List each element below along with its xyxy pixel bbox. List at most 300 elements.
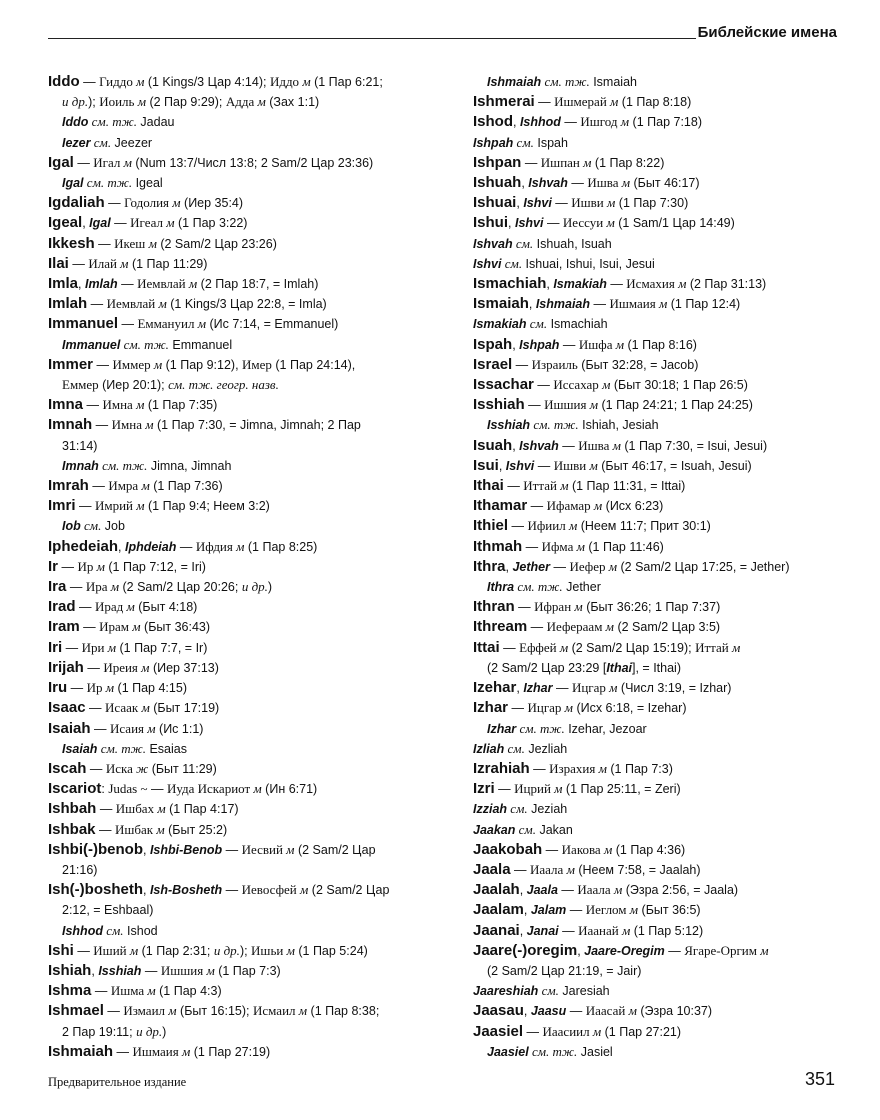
- entry-text: (Иер 37:13): [149, 660, 219, 675]
- entry-text: (1 Пар 4:17): [165, 802, 239, 817]
- cross-reference: [48, 133, 443, 153]
- entry-text: (Быт 32:28, = Jacob): [577, 357, 699, 372]
- grammar-mark: м: [166, 215, 175, 231]
- entry-continuation: [48, 92, 443, 112]
- italic-term: Izhar: [487, 721, 517, 736]
- dictionary-entry: [48, 658, 443, 678]
- entry-text: —: [73, 155, 94, 170]
- entry-text: (Иер 20:1);: [98, 378, 169, 393]
- grammar-mark: см. тж.: [83, 175, 133, 191]
- entry-continuation: [48, 436, 443, 456]
- entry-text: —: [92, 418, 112, 433]
- russian-name: Иемвлай: [106, 296, 159, 312]
- entry-text: (Зах 1:1): [265, 95, 320, 110]
- entry-text: (1 Пар 2:31;: [138, 943, 214, 958]
- grammar-mark: см.: [512, 235, 534, 251]
- entry-text: (1 Пар 5:24): [294, 943, 368, 958]
- entry-text: (2 Sam/2 Цар 3:5): [613, 620, 721, 635]
- entry-text: —: [551, 196, 572, 211]
- russian-name: Иефераам: [546, 619, 606, 635]
- russian-name: Имна: [102, 397, 137, 413]
- italic-term: Ishvi: [505, 458, 535, 473]
- headword: Imla: [48, 275, 79, 293]
- entry-text: —: [560, 115, 581, 130]
- entry-text: (2 Пар 31:13): [686, 277, 767, 292]
- dictionary-entry: [473, 921, 843, 941]
- entry-text: (Неем 7:58, = Jaalah): [574, 862, 701, 877]
- grammar-mark: м: [147, 983, 156, 999]
- entry-text: (Быт 36:5): [638, 903, 701, 918]
- entry-text: ,: [508, 216, 515, 231]
- italic-term: Izhar: [523, 681, 553, 696]
- russian-name: Ишви: [553, 457, 590, 473]
- entry-text: ,: [512, 438, 520, 453]
- russian-name: Имна: [111, 417, 146, 433]
- entry-text: (1 Пар 7:30): [615, 196, 689, 211]
- grammar-mark: ж: [136, 760, 149, 776]
- russian-name: Ири: [81, 639, 108, 655]
- cross-reference: [473, 133, 843, 153]
- italic-term: Ishbi-Benob: [149, 842, 223, 857]
- entry-text: —: [66, 580, 86, 595]
- entry-text: —: [83, 660, 104, 675]
- dictionary-entry: [48, 880, 443, 900]
- grammar-mark: см. тж.: [97, 740, 146, 756]
- entry-text: —: [58, 559, 78, 574]
- russian-name: Ифамар: [546, 498, 594, 514]
- grammar-mark: м: [731, 639, 741, 655]
- grammar-mark: м: [145, 417, 154, 433]
- dictionary-entry: [48, 294, 443, 314]
- headword: Ira: [48, 578, 67, 596]
- dictionary-entry: [473, 375, 843, 395]
- grammar-mark: м: [168, 1003, 177, 1019]
- entry-text: ,: [498, 458, 506, 473]
- cross-reference: [48, 456, 443, 476]
- entry-text: —: [499, 640, 520, 655]
- russian-name: Иемвлай: [137, 276, 189, 292]
- russian-name: Judas ~: [108, 781, 148, 797]
- italic-term: Jaasu: [530, 1004, 567, 1019]
- entry-text: —: [176, 539, 196, 554]
- entry-text: —: [118, 317, 138, 332]
- entry-text: ): [267, 580, 273, 595]
- dictionary-entry: [473, 840, 843, 860]
- entry-text: 2 Пар 19:11;: [62, 1024, 137, 1039]
- entry-text: —: [522, 539, 542, 554]
- entry-text: (2 Sam/2 Цар 15:19);: [568, 640, 696, 655]
- grammar-mark: и др.: [136, 1023, 163, 1039]
- russian-name: Иска: [105, 760, 137, 776]
- entry-text: —: [91, 984, 111, 999]
- dictionary-entry: [48, 799, 443, 819]
- dictionary-entry: [473, 941, 843, 961]
- grammar-mark: м: [141, 478, 150, 494]
- entry-text: (1 Пар 7:3): [606, 761, 673, 776]
- italic-term: Igal: [89, 216, 111, 231]
- entry-text: (Быт 46:17): [630, 176, 700, 191]
- entry-text: (1 Пар 8:25): [244, 539, 318, 554]
- headword: Isui: [473, 456, 499, 474]
- dictionary-entry: [48, 779, 443, 799]
- entry-text: (1 Пар 7:30, = Isui, Jesui): [620, 438, 768, 453]
- russian-name: Иаасиил: [542, 1023, 593, 1039]
- grammar-mark: м: [760, 942, 769, 958]
- entry-text: —: [521, 155, 541, 170]
- russian-name: Исмаил: [253, 1003, 299, 1019]
- grammar-mark: м: [148, 235, 157, 251]
- headword: Izri: [473, 780, 495, 798]
- dictionary-entry: [48, 577, 443, 597]
- dictionary-entry: [48, 314, 443, 334]
- headword: Jaasau: [473, 1002, 524, 1020]
- cross-reference: [473, 820, 843, 840]
- grammar-mark: м: [605, 619, 614, 635]
- grammar-mark: м: [583, 154, 592, 170]
- russian-name: Имер: [242, 356, 272, 372]
- entry-text: (Иер 35:4): [180, 196, 244, 211]
- russian-name: Иаала: [577, 882, 614, 898]
- dictionary-entry: [473, 880, 843, 900]
- headword: Jaanai: [473, 921, 520, 939]
- entry-text: —: [550, 559, 570, 574]
- entry-text: (1 Пар 9:12),: [162, 357, 243, 372]
- grammar-mark: м: [610, 94, 619, 110]
- entry-text: (1 Пар 7:12, = Iri): [104, 559, 206, 574]
- entry-text: (Эзра 2:56, = Jaala): [622, 883, 739, 898]
- entry-text: (2 Sam/2 Цар 21:19, = Jair): [487, 963, 642, 978]
- russian-name: Ишшия: [160, 962, 207, 978]
- dictionary-entry: [473, 678, 843, 698]
- headword: Ishmael: [48, 1002, 104, 1020]
- headword: Imna: [48, 396, 84, 414]
- dictionary-entry: [473, 112, 843, 132]
- entry-text: (Быт 36:26; 1 Пар 7:37): [582, 600, 721, 615]
- running-header-title: Библейские имена: [697, 24, 837, 41]
- cross-reference: [473, 577, 843, 597]
- dictionary-entry: [48, 537, 443, 557]
- russian-name: Иттай: [523, 478, 561, 494]
- russian-name: Иддо: [269, 74, 303, 89]
- entry-text: —: [222, 883, 242, 898]
- entry-text: (1 Пар 7:18): [629, 115, 702, 130]
- russian-name: Иммер: [112, 356, 154, 372]
- italic-term: Jether: [512, 559, 550, 574]
- grammar-mark: м: [612, 437, 621, 453]
- grammar-mark: м: [107, 639, 117, 655]
- entry-text: (Быт 25:2): [164, 822, 228, 837]
- italic-term: Ishhod: [519, 115, 561, 130]
- headword: Immanuel: [48, 315, 119, 333]
- dictionary-entry: [48, 274, 443, 294]
- grammar-mark: м: [613, 882, 623, 898]
- entry-text: (1 Пар 8:22): [591, 155, 665, 170]
- entry-text: Jakan: [535, 822, 573, 837]
- entry-continuation: [473, 658, 843, 678]
- entry-text: (1 Пар 5:12): [630, 923, 704, 938]
- grammar-mark: см. тж. геогр. назв.: [168, 377, 279, 393]
- dictionary-entry: [473, 274, 843, 294]
- entry-text: );: [88, 95, 100, 110]
- russian-name: Израхия: [549, 760, 599, 776]
- russian-name: Ишви: [571, 195, 608, 211]
- italic-term: Imnah: [62, 458, 99, 473]
- grammar-mark: м: [615, 336, 625, 352]
- entry-text: —: [552, 681, 572, 696]
- entry-text: —: [529, 761, 550, 776]
- headword: Igdaliah: [48, 194, 105, 212]
- dictionary-entry: [473, 153, 843, 173]
- entry-text: Jeziah: [527, 802, 568, 817]
- entry-text: Ispah: [533, 135, 568, 150]
- entry-text: —: [88, 479, 109, 494]
- italic-term: Ishvah: [528, 176, 568, 191]
- headword: Imlah: [48, 295, 88, 313]
- entry-text: Ishuah, Isuah: [533, 236, 612, 251]
- entry-continuation: [48, 860, 443, 880]
- cross-reference: [473, 72, 843, 92]
- entry-text: (Быт 46:17, = Isuah, Jesui): [597, 458, 752, 473]
- grammar-mark: м: [153, 356, 163, 372]
- grammar-mark: м: [141, 700, 150, 716]
- entry-text: 2:12, = Eshbaal): [62, 903, 154, 918]
- headword: Ishbak: [48, 820, 96, 838]
- headword: Iri: [48, 638, 63, 656]
- russian-name: Ишьи: [251, 942, 287, 958]
- entry-text: —: [87, 297, 107, 312]
- header-rule: [48, 38, 696, 39]
- entry-text: (1 Пар 7:35): [144, 398, 218, 413]
- dictionary-entry: [473, 476, 843, 496]
- entry-text: (1 Пар 4:15): [114, 681, 187, 696]
- headword: Ir: [48, 557, 59, 575]
- grammar-mark: м: [302, 74, 311, 89]
- headword: Ilai: [48, 254, 69, 272]
- entry-text: —: [90, 721, 110, 736]
- entry-text: (1 Kings/3 Цар 4:14);: [144, 75, 270, 89]
- entry-text: —: [527, 499, 547, 514]
- entry-text: Esaias: [145, 741, 187, 756]
- headword: Ishmerai: [473, 93, 535, 111]
- dictionary-entry: [473, 779, 843, 799]
- headword: Ikkesh: [48, 234, 95, 252]
- dictionary-entry: [473, 1001, 843, 1021]
- grammar-mark: м: [621, 922, 631, 938]
- italic-term: Ithai: [606, 660, 633, 675]
- russian-name: Ишгод: [580, 114, 621, 130]
- russian-name: Исаак: [105, 700, 142, 716]
- italic-term: Ishhod: [62, 923, 103, 938]
- russian-name: Измаил: [123, 1003, 169, 1019]
- entry-text: —: [79, 75, 100, 89]
- italic-term: Immanuel: [62, 337, 121, 352]
- entry-continuation: [48, 1022, 443, 1042]
- dictionary-entry: [48, 254, 443, 274]
- entry-text: —: [514, 600, 535, 615]
- italic-term: Izziah: [473, 802, 508, 817]
- entry-text: (1 Пар 11:31, = Ittai): [568, 479, 686, 494]
- headword: Imnah: [48, 416, 93, 434]
- italic-term: Iddo: [62, 115, 89, 130]
- entry-text: —: [559, 337, 579, 352]
- russian-name: Иоиль: [99, 94, 138, 110]
- dictionary-entry: [48, 820, 443, 840]
- entry-text: ,: [513, 115, 520, 130]
- entry-text: Izehar, Jezoar: [564, 721, 647, 736]
- dictionary-entry: [473, 617, 843, 637]
- dictionary-entry: [48, 719, 443, 739]
- entry-text: (Быт 17:19): [149, 701, 220, 716]
- italic-term: Iphdeiah: [124, 539, 177, 554]
- cross-reference: [48, 516, 443, 536]
- grammar-mark: см.: [538, 983, 559, 999]
- cross-reference: [473, 739, 843, 759]
- entry-text: (1 Пар 11:29): [128, 256, 208, 271]
- entry-text: —: [75, 600, 95, 615]
- italic-term: Janai: [526, 923, 559, 938]
- headword: Immer: [48, 355, 94, 373]
- entry-text: —: [590, 297, 610, 312]
- entry-text: (1 Пар 7:30, = Jimna, Jimnah; 2 Пар: [153, 418, 361, 433]
- dictionary-entry: [473, 456, 843, 476]
- italic-term: Iob: [62, 519, 81, 534]
- entry-text: (1 Пар 24:21; 1 Пар 24:25): [598, 398, 753, 413]
- russian-name: Ишпан: [540, 154, 584, 170]
- russian-name: Иеглом: [585, 902, 630, 918]
- italic-term: Jaare-Oregim: [584, 943, 665, 958]
- italic-term: Ishvah: [473, 236, 513, 251]
- dictionary-entry: [48, 617, 443, 637]
- headword: Imri: [48, 497, 76, 515]
- grammar-mark: м: [147, 720, 156, 736]
- entry-text: Jimna, Jimnah: [147, 458, 232, 473]
- dictionary-entry: [48, 698, 443, 718]
- entry-text: (2 Sam/2 Цар 23:29 [: [487, 660, 607, 675]
- russian-name: Иакова: [561, 841, 604, 857]
- grammar-mark: м: [197, 316, 207, 332]
- grammar-mark: см. тж.: [98, 457, 148, 473]
- grammar-mark: м: [608, 558, 618, 574]
- dictionary-entry: [48, 961, 443, 981]
- entry-text: (Исх 6:18, = Izehar): [572, 701, 687, 716]
- italic-term: Jalam: [530, 903, 567, 918]
- grammar-mark: м: [298, 1003, 308, 1019]
- entry-text: ,: [142, 842, 150, 857]
- grammar-mark: м: [300, 882, 309, 898]
- entry-text: Igeal: [132, 176, 163, 191]
- dictionary-entry: [48, 213, 443, 233]
- entry-text: Ishod: [123, 923, 158, 938]
- entry-text: —: [141, 963, 161, 978]
- entry-text: (Ис 7:14, = Emmanuel): [206, 317, 339, 332]
- entry-text: —: [508, 519, 528, 534]
- entry-text: (1 Sam/1 Цар 14:49): [614, 216, 735, 231]
- entry-text: —: [147, 782, 167, 797]
- grammar-mark: см. тж.: [516, 720, 565, 736]
- cross-reference: [48, 173, 443, 193]
- grammar-mark: м: [678, 276, 687, 292]
- grammar-mark: м: [129, 942, 139, 958]
- russian-name: Ифма: [541, 538, 577, 554]
- entry-text: —: [104, 196, 125, 211]
- entry-text: (2 Sam/2 Цар 23:26): [156, 236, 277, 251]
- headword: Ishpan: [473, 153, 522, 171]
- entry-text: —: [542, 842, 562, 857]
- headword: Ish(-)bosheth: [48, 881, 143, 899]
- headword: Ithran: [473, 598, 515, 616]
- dictionary-entry: [48, 72, 443, 92]
- russian-name: Ирeия: [103, 659, 142, 675]
- grammar-mark: м: [589, 397, 599, 413]
- dictionary-entry: [48, 638, 443, 658]
- entry-text: —: [606, 277, 627, 292]
- entry-text: ,: [505, 559, 513, 574]
- russian-name: Иессуи: [562, 215, 607, 231]
- grammar-mark: м: [120, 255, 129, 271]
- grammar-mark: м: [566, 861, 575, 877]
- italic-term: Ishvah: [519, 438, 559, 453]
- entry-text: (1 Kings/3 Цар 22:8, = Imla): [166, 297, 327, 312]
- entry-text: —: [73, 943, 94, 958]
- headword: Iphedeiah: [48, 537, 119, 555]
- italic-term: Ishvi: [514, 216, 544, 231]
- dictionary-entry: [473, 173, 843, 193]
- grammar-mark: м: [172, 195, 181, 211]
- entry-text: (1 Пар 4:3): [155, 984, 222, 999]
- entry-text: ,: [528, 297, 536, 312]
- headword: Jaalam: [473, 901, 524, 919]
- entry-text: —: [558, 438, 579, 453]
- russian-name: Ифран: [534, 599, 575, 615]
- entry-text: (1 Пар 8:38;: [307, 1004, 380, 1019]
- entry-text: ,: [521, 176, 529, 191]
- grammar-mark: м: [606, 215, 615, 231]
- entry-text: (1 Пар 27:21): [601, 1024, 682, 1039]
- grammar-mark: м: [568, 518, 578, 534]
- russian-name: Иссахар: [553, 377, 603, 393]
- entry-text: Emmanuel: [168, 337, 233, 352]
- russian-name: Ишфа: [578, 336, 616, 352]
- dictionary-entry: [473, 759, 843, 779]
- left-column: [48, 72, 443, 1062]
- dictionary-entry: [48, 1042, 443, 1062]
- grammar-mark: м: [658, 296, 668, 312]
- cross-reference: [48, 335, 443, 355]
- headword: Ishiah: [48, 961, 92, 979]
- headword: Ishod: [473, 113, 513, 131]
- grammar-mark: м: [286, 942, 295, 958]
- entry-text: (1 Пар 4:36): [612, 842, 686, 857]
- italic-term: Imlah: [84, 277, 118, 292]
- entry-text: ,: [546, 277, 554, 292]
- headword: Igal: [48, 153, 74, 171]
- russian-name: Ишва: [587, 175, 622, 191]
- entry-text: ,: [143, 883, 150, 898]
- headword: Israel: [473, 355, 513, 373]
- headword: Issachar: [473, 376, 534, 394]
- grammar-mark: см. тж.: [528, 1043, 578, 1059]
- entry-text: —: [68, 256, 89, 271]
- entry-text: —: [86, 761, 106, 776]
- russian-name: Ишмаия: [609, 296, 659, 312]
- dictionary-entry: [48, 476, 443, 496]
- entry-text: —: [534, 95, 555, 110]
- entry-text: ,: [516, 681, 524, 696]
- entry-text: —: [85, 701, 105, 716]
- russian-name: Исаия: [109, 720, 148, 736]
- cross-reference: [473, 799, 843, 819]
- entry-text: Jezliah: [524, 741, 568, 756]
